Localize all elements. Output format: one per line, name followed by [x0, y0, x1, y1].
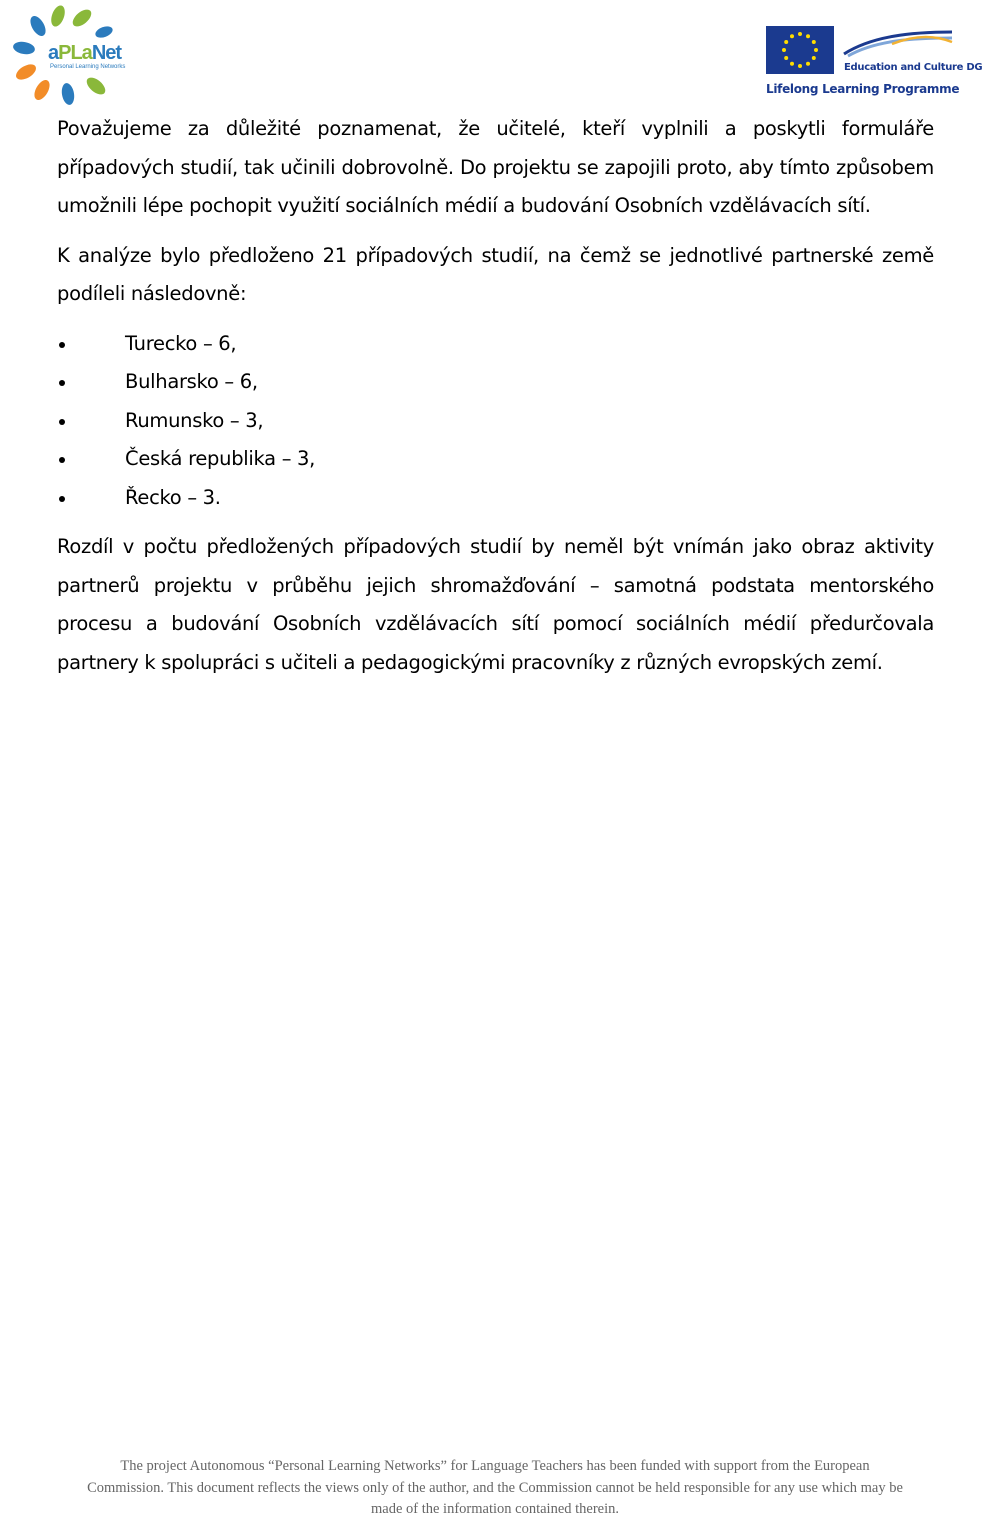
document-body [57, 110, 934, 682]
aplanet-subtitle: Personal Learning Networks [50, 64, 126, 70]
disclaimer-line-3: made of the information contained therein. [370, 1501, 620, 1517]
eu-programme-text: Lifelong Learning Programme [766, 82, 960, 96]
list-item: Bulharsko – 6, [57, 363, 934, 402]
country-list [57, 325, 934, 518]
paragraph-3: Rozdíl v počtu předložených případových studií by neměl být vnímán jako obraz aktivity partnerů projektu v průběhu jejich shromažďování – samotná podstata mentorského procesu a budování Osobních vzdělávacích sítí pomocí sociálních médií předurčovala partnery k spolupráci s učiteli a pedagogickými pracovníky z různých evropských zemí. [57, 535, 934, 674]
disclaimer-line-1: The project Autonomous “Personal Learning Networks” for Language Teachers has been funded with support from the European [120, 1458, 870, 1474]
aplanet-wordmark: aPLaNet [48, 42, 122, 64]
list-item: Řecko – 3. [57, 479, 934, 518]
page-header [0, 0, 982, 110]
disclaimer-line-2: Commission. This document reflects the views only of the author, and the Commission cannot be held responsible for any use which may be [87, 1479, 903, 1496]
list-item: Rumunsko – 3, [57, 402, 934, 441]
bullet-icon [59, 419, 65, 425]
aplanet-logo [12, 4, 124, 102]
paragraph-1: Považujeme za důležité poznamenat, že učitelé, kteří vyplnili a poskytli formuláře případových studií, tak učinili dobrovolně. Do projektu se zapojili proto, aby tímto způsobem umožnili lépe pochopit využití sociálních médií a budování Osobních vzdělávacích sítí. [57, 117, 934, 217]
bullet-icon [59, 380, 65, 386]
paragraph-2: K analýze bylo předloženo 21 případových studií, na čemž se jednotlivé partnerské země podíleli následovně: [57, 243, 934, 305]
list-item: Česká republika – 3, [57, 440, 934, 479]
list-item: Turecko – 6, [57, 325, 934, 364]
eu-dg-text: Education and Culture DG [844, 62, 982, 73]
bullet-icon [59, 342, 65, 348]
bullet-icon [59, 496, 65, 502]
eu-flag-icon [766, 26, 834, 74]
llp-swoosh-icon [842, 30, 954, 58]
bullet-icon [59, 457, 65, 463]
funding-disclaimer [40, 1456, 950, 1521]
eu-llp-logo [766, 26, 982, 102]
